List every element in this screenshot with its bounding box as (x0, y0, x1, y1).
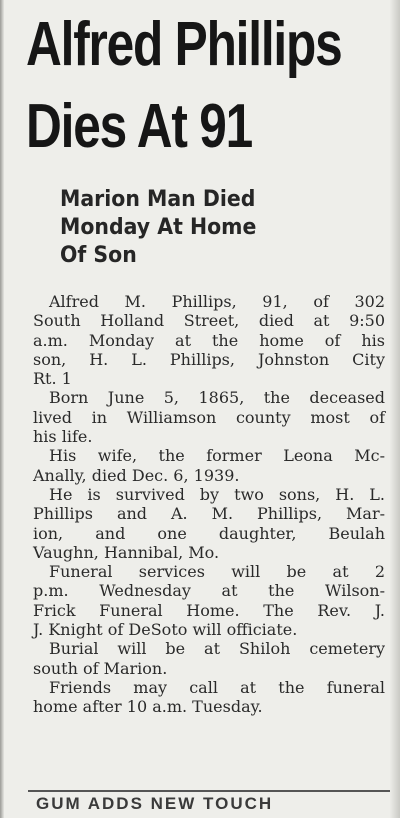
article-body (33, 292, 385, 717)
column-rule (28, 790, 390, 792)
subheadline-line: Marion Man Died (60, 187, 256, 212)
article-line: ion, and one daughter, Beulah (33, 523, 385, 543)
article-line: Burial will be at Shiloh cemetery (49, 639, 385, 659)
clipping-right-edge (390, 0, 400, 818)
headline-line-2: Dies At 91 (26, 92, 252, 161)
article-line: home after 10 a.m. Tuesday. (33, 697, 263, 717)
article-line: south of Marion. (33, 658, 168, 678)
article-line: his life. (33, 427, 93, 447)
article-line: son, H. L. Phillips, Johnston City (33, 349, 385, 369)
article-line: Born June 5, 1865, the deceased (49, 388, 385, 408)
article-line: His wife, the former Leona Mc- (49, 446, 385, 466)
headline (26, 4, 342, 168)
article-line: South Holland Street, died at 9:50 (33, 311, 385, 331)
next-article-headline: GUM ADDS NEW TOUCH (36, 795, 274, 809)
article-line: Funeral services will be at 2 (49, 562, 385, 582)
article-line: Rt. 1 (33, 369, 72, 389)
article-line: lived in Williamson county most of (33, 407, 385, 427)
article-line: J. Knight of DeSoto will officiate. (33, 620, 298, 640)
article-line: Vaughn, Hannibal, Mo. (33, 542, 220, 562)
article-line: a.m. Monday at the home of his (33, 330, 385, 350)
headline-line-1: Alfred Phillips (26, 10, 342, 79)
article-line: p.m. Wednesday at the Wilson- (33, 581, 385, 601)
clipping-left-edge (0, 0, 4, 818)
article-line: Anally, died Dec. 6, 1939. (33, 465, 240, 485)
subheadline (60, 186, 358, 270)
article-line: Friends may call at the funeral (49, 677, 385, 697)
subheadline-line: Monday At Home (60, 215, 257, 240)
subheadline-line: Of Son (60, 243, 137, 268)
article-line: He is survived by two sons, H. L. (49, 484, 385, 504)
article-line: Frick Funeral Home. The Rev. J. (33, 600, 385, 620)
article-line: Alfred M. Phillips, 91, of 302 (49, 292, 385, 311)
article-line: Phillips and A. M. Phillips, Mar- (33, 504, 385, 524)
